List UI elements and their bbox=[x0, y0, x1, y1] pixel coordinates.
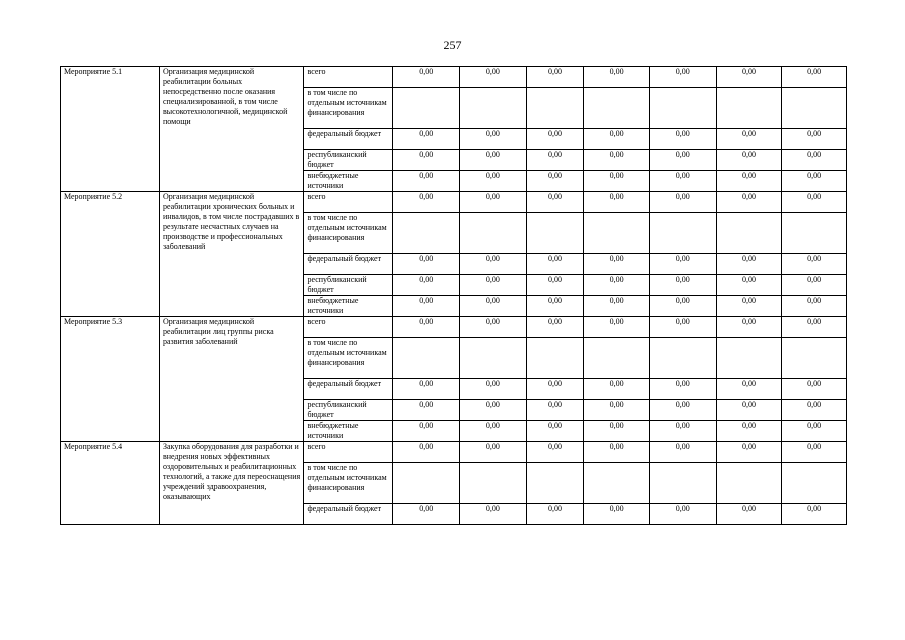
measure-name: Мероприятие 5.4 bbox=[61, 442, 160, 525]
amount-cell: 0,00 bbox=[460, 400, 527, 421]
amount-cell: 0,00 bbox=[584, 296, 650, 317]
amount-cell: 0,00 bbox=[716, 400, 782, 421]
amount-cell: 0,00 bbox=[584, 504, 650, 525]
amount-cell: 0,00 bbox=[460, 275, 527, 296]
amount-cell bbox=[460, 463, 527, 504]
amount-cell: 0,00 bbox=[460, 421, 527, 442]
amount-cell bbox=[649, 88, 716, 129]
amount-cell: 0,00 bbox=[526, 400, 584, 421]
measure-name: Мероприятие 5.2 bbox=[61, 192, 160, 317]
amount-cell: 0,00 bbox=[393, 192, 460, 213]
amount-cell: 0,00 bbox=[584, 275, 650, 296]
amount-cell: 0,00 bbox=[649, 379, 716, 400]
amount-cell: 0,00 bbox=[526, 317, 584, 338]
amount-cell: 0,00 bbox=[460, 254, 527, 275]
funding-source: внебюджетные источники bbox=[304, 421, 393, 442]
amount-cell: 0,00 bbox=[584, 317, 650, 338]
amount-cell: 0,00 bbox=[393, 379, 460, 400]
amount-cell: 0,00 bbox=[649, 150, 716, 171]
amount-cell: 0,00 bbox=[782, 67, 847, 88]
amount-cell: 0,00 bbox=[716, 171, 782, 192]
amount-cell bbox=[782, 463, 847, 504]
measure-description: Организация медицинской реабилитации лиц группы риска развития заболеваний bbox=[160, 317, 304, 442]
amount-cell bbox=[782, 88, 847, 129]
amount-cell bbox=[526, 463, 584, 504]
amount-cell bbox=[460, 88, 527, 129]
amount-cell: 0,00 bbox=[782, 296, 847, 317]
amount-cell: 0,00 bbox=[460, 129, 527, 150]
amount-cell bbox=[526, 88, 584, 129]
amount-cell: 0,00 bbox=[460, 296, 527, 317]
funding-source: в том числе по отдельным источникам финансирования bbox=[304, 213, 393, 254]
amount-cell: 0,00 bbox=[526, 504, 584, 525]
amount-cell bbox=[584, 213, 650, 254]
amount-cell: 0,00 bbox=[393, 442, 460, 463]
funding-source: федеральный бюджет bbox=[304, 129, 393, 150]
amount-cell: 0,00 bbox=[584, 442, 650, 463]
funding-source: в том числе по отдельным источникам финансирования bbox=[304, 88, 393, 129]
amount-cell bbox=[716, 213, 782, 254]
amount-cell: 0,00 bbox=[716, 275, 782, 296]
amount-cell: 0,00 bbox=[526, 296, 584, 317]
amount-cell: 0,00 bbox=[393, 254, 460, 275]
amount-cell: 0,00 bbox=[460, 150, 527, 171]
amount-cell: 0,00 bbox=[782, 150, 847, 171]
amount-cell bbox=[716, 463, 782, 504]
amount-cell: 0,00 bbox=[716, 192, 782, 213]
amount-cell: 0,00 bbox=[584, 421, 650, 442]
amount-cell: 0,00 bbox=[716, 150, 782, 171]
funding-source: республиканский бюджет bbox=[304, 400, 393, 421]
funding-source: федеральный бюджет bbox=[304, 504, 393, 525]
amount-cell: 0,00 bbox=[584, 254, 650, 275]
amount-cell: 0,00 bbox=[526, 254, 584, 275]
table-body bbox=[61, 67, 847, 525]
amount-cell: 0,00 bbox=[716, 504, 782, 525]
amount-cell: 0,00 bbox=[649, 67, 716, 88]
amount-cell: 0,00 bbox=[584, 400, 650, 421]
amount-cell: 0,00 bbox=[526, 275, 584, 296]
table-row bbox=[61, 67, 847, 88]
amount-cell: 0,00 bbox=[526, 379, 584, 400]
amount-cell bbox=[393, 88, 460, 129]
amount-cell: 0,00 bbox=[584, 192, 650, 213]
funding-source: в том числе по отдельным источникам финансирования bbox=[304, 463, 393, 504]
amount-cell: 0,00 bbox=[393, 275, 460, 296]
table-row bbox=[61, 442, 847, 463]
amount-cell bbox=[460, 338, 527, 379]
measure-name: Мероприятие 5.1 bbox=[61, 67, 160, 192]
amount-cell: 0,00 bbox=[716, 442, 782, 463]
amount-cell: 0,00 bbox=[393, 150, 460, 171]
amount-cell: 0,00 bbox=[716, 379, 782, 400]
amount-cell: 0,00 bbox=[393, 400, 460, 421]
amount-cell: 0,00 bbox=[649, 296, 716, 317]
amount-cell: 0,00 bbox=[526, 171, 584, 192]
amount-cell bbox=[584, 338, 650, 379]
measure-name: Мероприятие 5.3 bbox=[61, 317, 160, 442]
amount-cell: 0,00 bbox=[393, 296, 460, 317]
amount-cell: 0,00 bbox=[716, 421, 782, 442]
amount-cell: 0,00 bbox=[716, 317, 782, 338]
amount-cell: 0,00 bbox=[393, 171, 460, 192]
amount-cell: 0,00 bbox=[782, 171, 847, 192]
amount-cell: 0,00 bbox=[649, 275, 716, 296]
amount-cell: 0,00 bbox=[584, 171, 650, 192]
amount-cell: 0,00 bbox=[460, 192, 527, 213]
budget-table bbox=[60, 66, 847, 525]
amount-cell: 0,00 bbox=[782, 400, 847, 421]
amount-cell: 0,00 bbox=[782, 254, 847, 275]
amount-cell: 0,00 bbox=[782, 129, 847, 150]
amount-cell bbox=[782, 213, 847, 254]
amount-cell bbox=[649, 213, 716, 254]
amount-cell: 0,00 bbox=[716, 296, 782, 317]
funding-source: федеральный бюджет bbox=[304, 254, 393, 275]
amount-cell: 0,00 bbox=[526, 67, 584, 88]
amount-cell: 0,00 bbox=[716, 67, 782, 88]
table-row bbox=[61, 192, 847, 213]
amount-cell: 0,00 bbox=[649, 504, 716, 525]
funding-source: всего bbox=[304, 67, 393, 88]
amount-cell: 0,00 bbox=[460, 442, 527, 463]
amount-cell: 0,00 bbox=[782, 421, 847, 442]
funding-source: республиканский бюджет bbox=[304, 275, 393, 296]
amount-cell: 0,00 bbox=[526, 192, 584, 213]
amount-cell: 0,00 bbox=[716, 129, 782, 150]
funding-source: республиканский бюджет bbox=[304, 150, 393, 171]
funding-source: федеральный бюджет bbox=[304, 379, 393, 400]
funding-source: внебюджетные источники bbox=[304, 296, 393, 317]
amount-cell: 0,00 bbox=[782, 275, 847, 296]
amount-cell: 0,00 bbox=[782, 504, 847, 525]
amount-cell: 0,00 bbox=[393, 317, 460, 338]
amount-cell bbox=[716, 88, 782, 129]
amount-cell: 0,00 bbox=[716, 254, 782, 275]
amount-cell bbox=[782, 338, 847, 379]
amount-cell bbox=[716, 338, 782, 379]
amount-cell bbox=[649, 463, 716, 504]
amount-cell: 0,00 bbox=[649, 317, 716, 338]
amount-cell: 0,00 bbox=[393, 421, 460, 442]
amount-cell: 0,00 bbox=[649, 442, 716, 463]
table-row bbox=[61, 317, 847, 338]
amount-cell bbox=[526, 213, 584, 254]
amount-cell: 0,00 bbox=[782, 317, 847, 338]
amount-cell: 0,00 bbox=[393, 129, 460, 150]
amount-cell bbox=[584, 88, 650, 129]
funding-source: внебюджетные источники bbox=[304, 171, 393, 192]
amount-cell: 0,00 bbox=[460, 317, 527, 338]
amount-cell: 0,00 bbox=[526, 129, 584, 150]
measure-description: Организация медицинской реабилитации хронических больных и инвалидов, в том числе пострадавших в результате несчастных случаев на производстве и профессиональных заболеваний bbox=[160, 192, 304, 317]
amount-cell: 0,00 bbox=[584, 67, 650, 88]
amount-cell bbox=[584, 463, 650, 504]
amount-cell: 0,00 bbox=[649, 400, 716, 421]
amount-cell: 0,00 bbox=[584, 129, 650, 150]
amount-cell: 0,00 bbox=[782, 442, 847, 463]
page-number: 257 bbox=[443, 38, 462, 52]
funding-source: в том числе по отдельным источникам финансирования bbox=[304, 338, 393, 379]
amount-cell: 0,00 bbox=[526, 421, 584, 442]
amount-cell: 0,00 bbox=[584, 379, 650, 400]
funding-source: всего bbox=[304, 192, 393, 213]
amount-cell: 0,00 bbox=[393, 67, 460, 88]
amount-cell bbox=[649, 338, 716, 379]
amount-cell: 0,00 bbox=[782, 192, 847, 213]
measure-description: Закупка оборудования для разработки и внедрения новых эффективных оздоровительных и реабилитационных технологий, а также для переоснащения учреждений здравоохранения, оказывающих bbox=[160, 442, 304, 525]
funding-source: всего bbox=[304, 317, 393, 338]
amount-cell: 0,00 bbox=[526, 150, 584, 171]
amount-cell: 0,00 bbox=[526, 442, 584, 463]
amount-cell: 0,00 bbox=[649, 129, 716, 150]
amount-cell: 0,00 bbox=[649, 421, 716, 442]
measure-description: Организация медицинской реабилитации больных непосредственно после оказания специализированной, в том числе высокотехнологичной, медицинской помощи bbox=[160, 67, 304, 192]
amount-cell bbox=[526, 338, 584, 379]
amount-cell bbox=[460, 213, 527, 254]
amount-cell: 0,00 bbox=[460, 67, 527, 88]
amount-cell: 0,00 bbox=[782, 379, 847, 400]
amount-cell: 0,00 bbox=[649, 254, 716, 275]
amount-cell: 0,00 bbox=[649, 192, 716, 213]
amount-cell bbox=[393, 338, 460, 379]
amount-cell bbox=[393, 463, 460, 504]
amount-cell bbox=[393, 213, 460, 254]
amount-cell: 0,00 bbox=[460, 379, 527, 400]
amount-cell: 0,00 bbox=[460, 504, 527, 525]
amount-cell: 0,00 bbox=[460, 171, 527, 192]
amount-cell: 0,00 bbox=[393, 504, 460, 525]
amount-cell: 0,00 bbox=[649, 171, 716, 192]
amount-cell: 0,00 bbox=[584, 150, 650, 171]
funding-source: всего bbox=[304, 442, 393, 463]
